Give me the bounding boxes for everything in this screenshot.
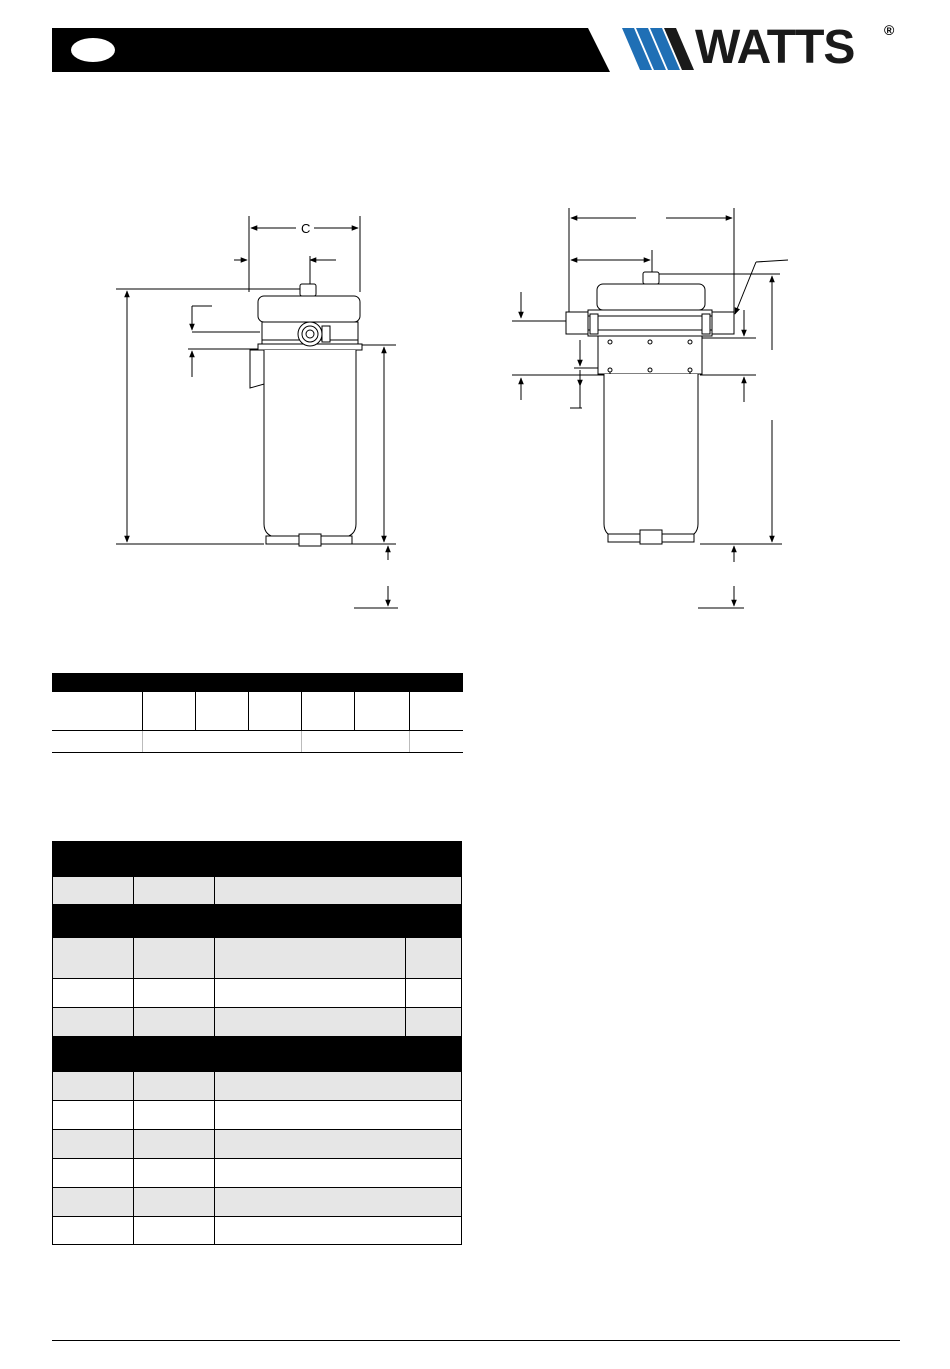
- side-view-drawing: [512, 208, 788, 608]
- table-row: [53, 979, 462, 1008]
- table-row: [53, 1159, 462, 1188]
- dimension-label-c: C: [301, 221, 311, 236]
- dimension-drawings: [0, 180, 950, 630]
- header-pill-badge: [71, 38, 115, 62]
- table-row: [53, 1217, 462, 1245]
- watts-logo: [620, 22, 900, 78]
- table-row: [52, 731, 463, 753]
- dimensions-table: [52, 673, 463, 753]
- table-row: [53, 1130, 462, 1159]
- footer-divider: [52, 1340, 900, 1341]
- table-row: [53, 877, 462, 905]
- table-subheader-row: [52, 692, 463, 731]
- section-header-row: [53, 842, 462, 877]
- section-header-row: [53, 1037, 462, 1072]
- brand-name: WATTS: [695, 21, 855, 74]
- header-banner: [52, 28, 610, 72]
- table-row: [53, 938, 462, 979]
- registered-mark: ®: [884, 22, 895, 38]
- table-row: [53, 1072, 462, 1101]
- table-row: [53, 1008, 462, 1037]
- specifications-table: [52, 841, 462, 1245]
- table-row: [53, 1188, 462, 1217]
- table-header-row: [52, 673, 463, 692]
- section-header-row: [53, 905, 462, 938]
- front-view-drawing: [116, 216, 398, 608]
- table-row: [53, 1101, 462, 1130]
